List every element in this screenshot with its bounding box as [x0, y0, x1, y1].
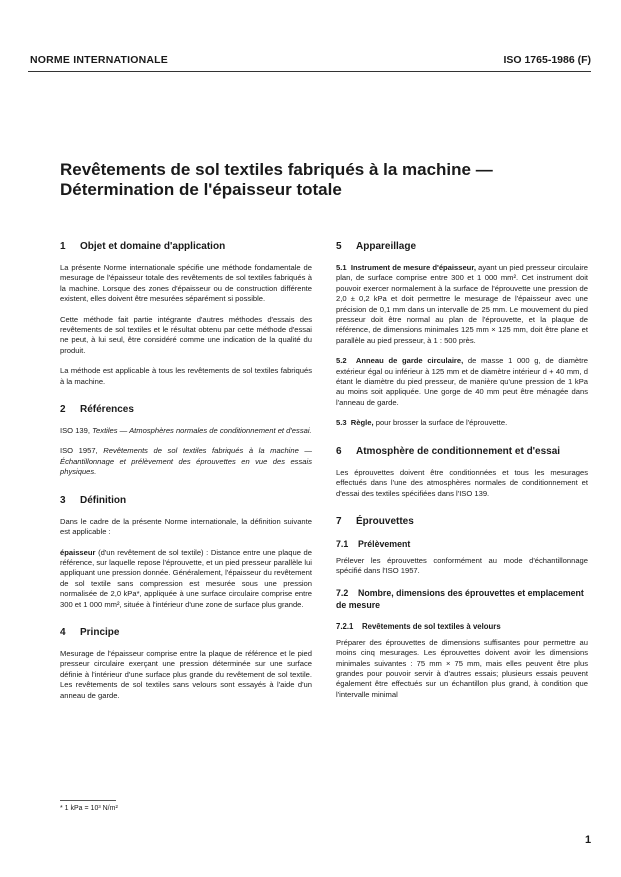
reference-iso-1957: ISO 1957, Revêtements de sol textiles fabriqués à la machine — Échantillonnage et prélèvement des éprouvettes en vue des essais physiques.: [60, 446, 312, 477]
left-column: [60, 240, 312, 701]
footnote: * 1 kPa = 10³ N/m²: [60, 805, 118, 812]
page-header: [28, 52, 591, 70]
section-2-heading: 2 Références: [60, 404, 134, 416]
section-4-heading: 4 Principe: [60, 626, 120, 638]
item-5-1: 5.1 Instrument de mesure d'épaisseur, ayant un pied presseur circulaire plan, de surface comprise entre 300 et 1 000 mm². Cet instrument doit pouvoir exercer normalement à la surface de l'éprouvette une pression de 2,0 ± 0,2 kPa et doit permettre le mesurage de l'épaisseur avec une précision de 0,1 mm dans un intervalle de 25 mm. Le mouvement du pied presseur doit être normal au plan de l'éprouvette, et la plaque de référence, de dimensions minimales 125 mm × 125 mm, doit être plane et parallèle au pied presseur, à 1 : 500 près.: [336, 263, 588, 345]
right-column: [336, 240, 588, 700]
subsection-7-1-heading: 7.1 Prélèvement: [336, 538, 411, 549]
page-number: 1: [585, 834, 592, 846]
subsection-7-2-1-heading: 7.2.1 Revêtements de sol textiles à velours: [336, 621, 501, 631]
standard-type: NORME INTERNATIONALE: [30, 54, 168, 66]
s7-1-paragraph: Prélever les éprouvettes conformément au mode d'échantillonnage spécifié dans l'ISO 1957.: [336, 555, 588, 576]
s7-2-1-paragraph: Préparer des éprouvettes de dimensions suffisantes pour permettre au moins cinq mesurages. Les éprouvettes doivent avoir les dimensions minimales suivantes : 75 mm × 75 mm, mais elles peuvent être plus grandes pour pouvoir servir à d'autres essais; plusieurs essais peuvent également être effectués sur un échantillon plus grand, à condition que l'intervalle minimal: [336, 637, 588, 699]
s6-paragraph: Les éprouvettes doivent être conditionnées et tous les mesurages effectués dans l'une des atmosphères normales de conditionnement et d'essai des textiles spécifiées dans l'ISO 139.: [336, 467, 588, 498]
standard-number: ISO 1765-1986 (F): [503, 54, 591, 66]
document-title: [60, 160, 600, 200]
s1-paragraph-1: La présente Norme internationale spécifie une méthode fondamentale de mesurage de l'épaisseur totale des revêtements de sol textiles fabriqués à la machine. Lorsque des zones d'épaisseur ou de construction différente existent, elles doivent être mesurées séparément si possible.: [60, 263, 312, 304]
subsection-7-2-heading: 7.2 Nombre, dimensions des éprouvettes et emplacement de mesure: [336, 587, 584, 610]
reference-iso-139: ISO 139, Textiles — Atmosphères normales de conditionnement et d'essai.: [60, 426, 312, 436]
footnote-rule: [60, 800, 116, 801]
s3-intro: Dans le cadre de la présente Norme internationale, la définition suivante est applicable :: [60, 516, 312, 537]
section-7-heading: 7 Éprouvettes: [336, 515, 414, 527]
section-3-heading: 3 Définition: [60, 494, 127, 506]
header-rule: [28, 71, 591, 72]
s3-definition: épaisseur (d'un revêtement de sol textile) : Distance entre une plaque de référence, sur laquelle repose l'éprouvette, et un pied presseur parallèle lui appliquant une pression donnée. Généralement, l'épaisseur du revêtement de sol textile sans compression est mesurée sous une pression normalisée de 2,0 kPa*, appliquée à une surface circulaire comprise entre 300 et 1 000 mm², située à l'intérieur d'une zone de surface plus grande.: [60, 547, 312, 609]
s1-paragraph-2: Cette méthode fait partie intégrante d'autres méthodes d'essais des revêtements de sol textiles et le résultat obtenu par cette méthode d'essai ne peut, à lui seul, être considéré comme une indication de la qualité du produit.: [60, 314, 312, 355]
s1-paragraph-3: La méthode est applicable à tous les revêtements de sol textiles fabriqués à la machine.: [60, 366, 312, 386]
section-5-heading: 5 Appareillage: [336, 241, 417, 252]
title-line-2: Détermination de l'épaisseur totale: [60, 180, 342, 199]
section-1-heading: 1 Objet et domaine d'application: [60, 241, 226, 252]
item-5-2: 5.2 Anneau de garde circulaire, de masse 1 000 g, de diamètre extérieur égal ou inférieur à 125 mm et de diamètre intérieur d + 40 mm, d étant le diamètre du pied presseur, de manière qu'une pression de 1 kPa au moins soit appliquée. Une gorge de 40 mm peut être ménagée dans l'anneau de garde.: [336, 356, 588, 407]
title-line-1: Revêtements de sol textiles fabriqués à la machine —: [60, 160, 493, 179]
section-6-heading: 6 Atmosphère de conditionnement et d'essai: [336, 445, 561, 457]
item-5-3: 5.3 Règle, pour brosser la surface de l'éprouvette.: [336, 418, 508, 428]
s4-paragraph: Mesurage de l'épaisseur comprise entre la plaque de référence et le pied presseur circulaire exerçant une pression déterminée sur une surface définie à l'intérieur d'une surface plus grande du revêtement de sol textile. Les revêtements de sol textiles sans velours sont essayés à l'aide d'un anneau de garde.: [60, 648, 312, 700]
